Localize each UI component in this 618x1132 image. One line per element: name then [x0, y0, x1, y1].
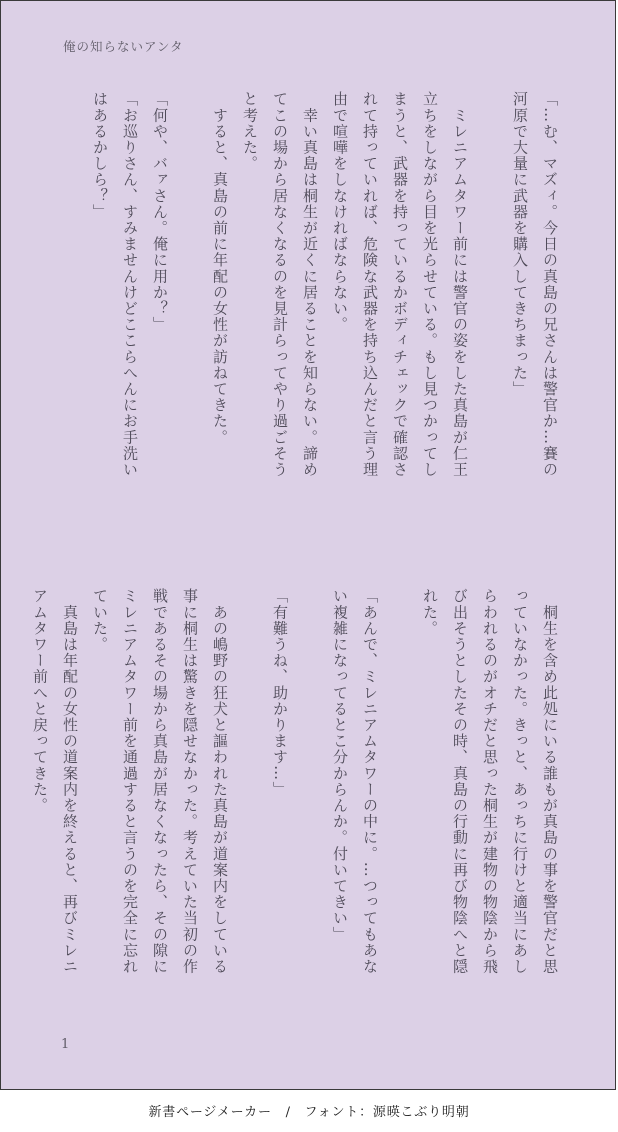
text-line: まうと、武器を持っているかボディチェックで確認さ — [391, 91, 409, 478]
text-line — [235, 588, 265, 974]
text-line: 立ちをしながら目を光らせている。もし見つかってし — [421, 91, 439, 478]
text-line: 河原で大量に武器を購入してきちまった」 — [511, 91, 529, 397]
text-line: らわれるのがオチだと思った桐生が建物の物陰から飛 — [481, 588, 499, 975]
text-line: ていた。 — [91, 588, 109, 653]
text-line: はあるかしら？」 — [91, 91, 109, 220]
text-line: ミレニアムタワー前には警官の姿をした真島が仁王 — [451, 91, 469, 478]
text-line: っていなかった。きっと、あっちに行けと適当にあし — [511, 588, 529, 975]
footer-credit: 新書ページメーカー / フォント：源暎こぶり明朝 — [148, 1105, 470, 1120]
text-line: 「何や、バァさん。俺に用か？」 — [151, 91, 169, 333]
text-line: 由で喧嘩をしなければならない。 — [331, 91, 349, 333]
text-line: び出そうとしたその時、真島の行動に再び物陰へと隠 — [451, 588, 469, 975]
text-line — [475, 91, 505, 477]
text-block-top — [85, 91, 565, 477]
text-line: い複雑になってるとこ分からんか。付いてきい」 — [331, 588, 349, 943]
text-line: あの嶋野の狂犬と謳われた真島が道案内をしている — [211, 588, 229, 975]
page-header-title: 俺の知らないアンタ — [63, 39, 184, 54]
text-line: と考えた。 — [241, 91, 259, 172]
text-line: 幸い真島は桐生が近くに居ることを知らない。諦め — [301, 91, 319, 478]
text-line: 「あんで、ミレニアムタワーの中に。…つってもあな — [361, 588, 379, 975]
text-block-bottom — [25, 588, 565, 974]
text-line — [295, 588, 325, 974]
text-line: 「お巡りさん、すみませんけどここらへんにお手洗い — [121, 91, 139, 478]
text-line — [385, 588, 415, 974]
text-line: 「有難うね、助かります…」 — [271, 588, 289, 798]
text-line: アムタワー前へと戻ってきた。 — [31, 588, 49, 814]
text-line: ミレニアムタワー前を通過すると言うのを完全に忘れ — [121, 588, 139, 975]
text-line: すると、真島の前に年配の女性が訪ねてきた。 — [211, 91, 229, 446]
text-line: れた。 — [421, 588, 439, 637]
text-line — [175, 91, 205, 477]
text-line: 戦であるその場から真島が居なくなったら、その隙に — [151, 588, 169, 975]
text-line: 真島は年配の女性の道案内を終えると、再びミレニ — [61, 588, 79, 975]
page-number: 1 — [61, 1037, 70, 1052]
text-line: 「…む、マズィ。今日の真島の兄さんは警官か…賽の — [541, 91, 559, 478]
text-line: 事に桐生は驚きを隠せなかった。考えていた当初の作 — [181, 588, 199, 975]
text-line: 桐生を含め此処にいる誰もが真島の事を警官だと思 — [541, 588, 559, 975]
text-line: てこの場から居なくなるのを見計らってやり過ごそう — [271, 91, 289, 478]
text-line: れて持っていれば、危険な武器を持ち込んだと言う理 — [361, 91, 379, 478]
